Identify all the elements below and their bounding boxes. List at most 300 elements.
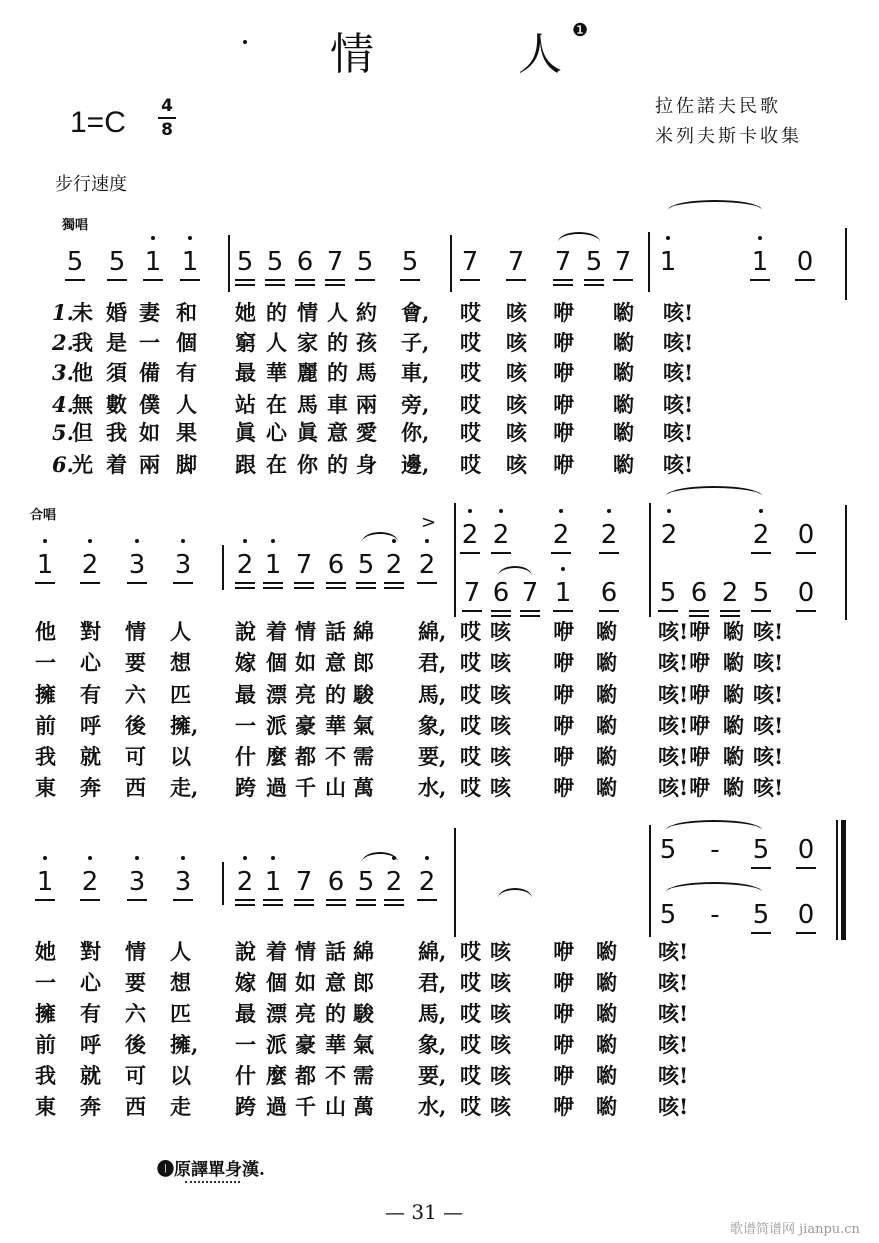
lyric-syllable: 郎 [353,970,374,995]
duration-underline [720,610,740,612]
duration-underline [263,587,283,589]
note: 5 [659,835,677,865]
lyric-syllable: 馬, [418,682,447,707]
lyric-syllable: 咳 [490,744,511,769]
duration-underline [689,610,709,612]
lyric-syllable: 派 [266,1032,287,1057]
tempo-marking: 步行速度 [55,174,127,195]
lyric-syllable: 脚 [176,452,197,477]
slur-mark [666,820,762,830]
lyric-syllable: 妻 [139,300,160,325]
lyric-syllable: 咳 [490,1032,511,1057]
lyric-syllable: 哎 [460,1001,481,1026]
octave-dot [271,539,275,543]
note: 2 [721,578,739,608]
lyric-syllable: 想 [170,650,191,675]
duration-underline [265,279,285,281]
duration-underline [35,899,55,901]
lyric-syllable: 山 [325,1094,346,1119]
lyric-syllable: 意 [325,650,346,675]
duration-underline [356,587,376,589]
lyric-syllable: 咳! [663,330,694,355]
octave-dot [43,539,47,543]
page-number: — 31 — [385,1200,464,1224]
duration-underline [235,284,255,286]
note: 5 [659,900,677,930]
lyric-syllable: 咿 [553,939,574,964]
lyric-syllable: 喲 [723,775,744,800]
octave-dot [135,539,139,543]
barline [845,505,847,620]
octave-dot [181,856,185,860]
duration-underline [326,904,346,906]
lyric-syllable: 個 [266,970,287,995]
note: 2 [492,520,510,550]
duration-underline [294,899,314,901]
note: 1 [36,550,54,580]
lyric-syllable: 什 [235,744,256,769]
lyric-syllable: 一 [235,713,256,738]
note: 1 [264,867,282,897]
lyric-syllable: 咿 [689,682,710,707]
lyric-syllable: 呼 [80,713,101,738]
lyric-syllable: 千 [295,1094,316,1119]
title-footnote-mark: ❶ [572,20,589,41]
lyric-syllable: 會, [401,300,430,325]
lyric-syllable: 喲 [596,1063,617,1088]
duration-underline [80,582,100,584]
lyric-syllable: 個 [176,330,197,355]
lyric-syllable: 麗 [297,360,318,385]
note: 2 [385,550,403,580]
lyric-syllable: 東 [35,1094,56,1119]
note: 6 [492,578,510,608]
lyric-syllable: 最 [235,1001,256,1026]
lyric-syllable: 不 [325,1063,346,1088]
duration-underline [751,552,771,554]
lyric-syllable: 咿 [689,650,710,675]
lyric-syllable: 喲 [596,1001,617,1026]
lyric-syllable: 旁, [401,392,430,417]
note: 5 [752,900,770,930]
lyric-syllable: 咿 [689,744,710,769]
lyric-syllable: 喲 [613,300,634,325]
note: 7 [614,247,632,277]
lyric-syllable: 話 [325,619,346,644]
note: 2 [418,867,436,897]
note: 2 [236,550,254,580]
duration-underline [553,610,573,612]
octave-dot [188,236,192,240]
barline [222,862,224,905]
lyric-syllable: 麼 [266,744,287,769]
duration-underline [751,932,771,934]
duration-underline [384,587,404,589]
lyric-syllable: 咳! [753,713,784,738]
lyric-syllable: 心 [80,970,101,995]
lyric-syllable: 喲 [723,744,744,769]
lyric-syllable: 以 [170,1063,191,1088]
lyric-syllable: 約 [356,300,377,325]
lyric-syllable: 咳! [753,650,784,675]
lyric-syllable: 你, [401,420,430,445]
lyric-syllable: 哎 [460,970,481,995]
lyric-syllable: 哎 [460,452,481,477]
lyric-syllable: 子, [401,330,430,355]
lyric-syllable: 走 [170,1094,191,1119]
lyric-syllable: 咿 [553,619,574,644]
note: 5 [266,247,284,277]
lyric-syllable: 我 [72,330,93,355]
duration-underline [613,279,633,281]
lyric-syllable: 亮 [295,1001,316,1026]
note: 0 [797,520,815,550]
lyric-syllable: 派 [266,713,287,738]
lyric-syllable: 咳 [506,360,527,385]
note: 1 [554,578,572,608]
verse-number: 3. [52,360,74,385]
slur-mark [362,532,398,542]
lyric-syllable: 咳 [490,650,511,675]
scan-speck [243,40,247,44]
lyric-syllable: 漂 [266,682,287,707]
duration-underline [326,582,346,584]
barline [836,820,838,940]
lyric-syllable: 前 [35,1032,56,1057]
duration-underline [751,867,771,869]
octave-dot [561,567,565,571]
lyric-syllable: 漂 [266,1001,287,1026]
lyric-syllable: 咳! [658,1094,689,1119]
note: 5 [401,247,419,277]
lyric-syllable: 的 [327,452,348,477]
lyric-syllable: 綿, [418,619,447,644]
lyric-syllable: 跟 [235,452,256,477]
lyric-syllable: 馬 [356,360,377,385]
note: 3 [174,550,192,580]
lyric-syllable: 如 [139,420,160,445]
lyric-syllable: 咿 [553,420,574,445]
duration-underline [235,587,255,589]
lyric-syllable: 光 [72,452,93,477]
lyric-syllable: 哎 [460,300,481,325]
lyric-syllable: 咳 [506,330,527,355]
lyric-syllable: 咳! [658,744,689,769]
lyric-syllable: 他 [35,619,56,644]
lyric-syllable: 咿 [689,713,710,738]
lyric-syllable: 愛 [356,420,377,445]
note: 5 [236,247,254,277]
lyric-syllable: 咿 [553,650,574,675]
lyric-syllable: 什 [235,1063,256,1088]
lyric-syllable: 如 [295,650,316,675]
duration-underline [491,610,511,612]
slur-mark [362,852,398,862]
lyric-syllable: 話 [325,939,346,964]
note: 2 [600,520,618,550]
lyric-syllable: 咿 [553,330,574,355]
note: 2 [81,550,99,580]
lyric-syllable: 喲 [596,775,617,800]
lyric-syllable: 就 [80,744,101,769]
lyric-syllable: 咳! [663,452,694,477]
footnote-wavy-underline [185,1177,240,1183]
duration-underline [599,552,619,554]
lyric-syllable: 我 [106,420,127,445]
octave-dot [425,539,429,543]
barline [845,228,847,300]
lyric-syllable: 君, [418,650,447,675]
lyric-syllable: 可 [125,744,146,769]
note: 7 [521,578,539,608]
lyric-syllable: 着 [106,452,127,477]
barline [450,235,452,292]
lyric-syllable: 想 [170,970,191,995]
note: 1 [659,247,677,277]
duration-underline [658,610,678,612]
lyric-syllable: 說 [235,939,256,964]
lyric-syllable: 咳! [658,775,689,800]
lyric-syllable: 豪 [295,713,316,738]
lyric-syllable: 咳 [490,1063,511,1088]
lyric-syllable: 咳! [663,392,694,417]
note: 7 [463,578,481,608]
duration-underline [294,587,314,589]
note: 2 [552,520,570,550]
verse-number: 5. [52,420,74,445]
octave-dot [243,856,247,860]
lyric-syllable: 喲 [596,1032,617,1057]
lyric-syllable: 哎 [460,392,481,417]
duration-underline [265,284,285,286]
lyric-syllable: 着 [266,619,287,644]
footnote: ❶原譯單身漢. [157,1160,265,1180]
note: 1 [264,550,282,580]
slur-mark [666,486,762,496]
duration-underline [325,279,345,281]
lyric-syllable: 咳! [658,1001,689,1026]
duration-underline [462,610,482,612]
lyric-syllable: 嫁 [235,970,256,995]
lyric-syllable: 咿 [689,619,710,644]
lyric-syllable: 駿 [353,1001,374,1026]
lyric-syllable: 一 [35,650,56,675]
verse-number: 2. [52,330,74,355]
octave-dot [43,856,47,860]
lyric-syllable: 走, [170,775,199,800]
duration-underline [263,899,283,901]
lyric-syllable: 情 [125,619,146,644]
lyric-syllable: 喲 [723,619,744,644]
lyric-syllable: 咿 [553,713,574,738]
solo-label: 獨唱 [62,218,89,233]
slur-mark [498,566,532,576]
barline [454,503,456,617]
lyric-syllable: 咳! [658,1032,689,1057]
lyric-syllable: 咳! [658,939,689,964]
lyric-syllable: 咿 [553,1094,574,1119]
lyric-syllable: 哎 [460,1094,481,1119]
duration-underline [356,582,376,584]
lyric-syllable: 最 [235,360,256,385]
lyric-syllable: 喲 [596,682,617,707]
lyric-syllable: 最 [235,682,256,707]
duration-underline [384,899,404,901]
lyric-syllable: 邊, [401,452,430,477]
time-sig-divider [158,117,176,119]
lyric-syllable: 咳 [506,452,527,477]
lyric-syllable: 哎 [460,619,481,644]
verse-number: 6. [52,452,74,477]
lyric-syllable: 後 [125,1032,146,1057]
lyric-syllable: 的 [327,360,348,385]
chorus-label: 合唱 [30,508,57,523]
lyric-syllable: 咳 [490,713,511,738]
duration-underline [750,279,770,281]
lyric-syllable: 意 [327,420,348,445]
lyric-syllable: 咳! [658,713,689,738]
lyric-syllable: 喲 [596,619,617,644]
lyric-syllable: 咿 [553,775,574,800]
lyric-syllable: 喲 [596,650,617,675]
lyric-syllable: 哎 [460,775,481,800]
duration-underline [520,615,540,617]
octave-dot [667,509,671,513]
note: 2 [752,520,770,550]
duration-underline [400,279,420,281]
duration-underline [326,587,346,589]
barline [222,545,224,590]
lyric-syllable: 象, [418,713,447,738]
lyric-syllable: 人 [176,392,197,417]
lyric-syllable: 哎 [460,713,481,738]
octave-dot [151,236,155,240]
lyric-syllable: 匹 [170,682,191,707]
time-signature [156,96,178,140]
lyric-syllable: 喲 [723,713,744,738]
lyric-syllable: 哎 [460,1032,481,1057]
duration-underline [491,615,511,617]
lyric-syllable: 六 [125,682,146,707]
lyric-syllable: 後 [125,713,146,738]
lyric-syllable: 心 [266,420,287,445]
lyric-syllable: 咳! [658,619,689,644]
lyric-syllable: 咿 [553,1001,574,1026]
note: 2 [81,867,99,897]
lyric-syllable: 在 [266,392,287,417]
lyric-syllable: 喲 [723,650,744,675]
duration-underline [326,899,346,901]
lyric-syllable: 咳 [490,939,511,964]
duration-underline [107,279,127,281]
duration-underline [65,279,85,281]
duration-underline [417,582,437,584]
lyric-syllable: 情 [295,939,316,964]
verse-number: 4. [52,392,74,417]
lyric-syllable: 但 [72,420,93,445]
slur-mark [558,232,600,242]
duration-underline [356,899,376,901]
lyric-syllable: 喲 [723,682,744,707]
lyric-syllable: 兩 [139,452,160,477]
slur-mark [668,200,762,210]
note: 2 [461,520,479,550]
lyric-syllable: 水, [418,1094,447,1119]
note: 0 [797,578,815,608]
note: 5 [659,578,677,608]
lyric-syllable: 咿 [553,300,574,325]
duration-underline [599,610,619,612]
title-char-2: 人 [518,29,562,80]
lyric-syllable: 華 [325,713,346,738]
note: 1 [144,247,162,277]
lyric-syllable: 咳 [506,420,527,445]
lyric-syllable: 咳! [658,682,689,707]
duration-underline [356,904,376,906]
lyric-syllable: 奔 [80,1094,101,1119]
note: 7 [295,550,313,580]
note: 2 [660,520,678,550]
duration-underline [173,899,193,901]
note: 7 [461,247,479,277]
duration-underline [689,615,709,617]
lyric-syllable: 過 [266,775,287,800]
duration-underline [551,552,571,554]
lyric-syllable: 前 [35,713,56,738]
octave-dot [499,509,503,513]
lyric-syllable: 咿 [553,970,574,995]
octave-dot [243,539,247,543]
lyric-syllable: 我 [35,744,56,769]
attribution-origin: 拉佐諾夫民歌 [655,96,781,117]
duration-underline [294,904,314,906]
duration-underline [796,610,816,612]
lyric-syllable: 咳! [658,1063,689,1088]
lyric-syllable: 咳! [658,650,689,675]
octave-dot [607,509,611,513]
lyric-syllable: 一 [139,330,160,355]
lyric-syllable: 數 [106,392,127,417]
lyric-syllable: 的 [266,300,287,325]
duration-underline [796,867,816,869]
lyric-syllable: 華 [325,1032,346,1057]
lyric-syllable: 跨 [235,775,256,800]
note: 6 [296,247,314,277]
duration-underline [553,284,573,286]
lyric-syllable: 不 [325,744,346,769]
lyric-syllable: 麼 [266,1063,287,1088]
lyric-syllable: 要, [418,1063,447,1088]
lyric-syllable: 着 [266,939,287,964]
lyric-syllable: 備 [139,360,160,385]
duration-underline [384,904,404,906]
lyric-syllable: 咳! [663,300,694,325]
lyric-syllable: 喲 [596,970,617,995]
duration-underline [127,582,147,584]
note: - [710,835,720,865]
duration-underline [355,279,375,281]
barline [454,828,456,937]
duration-underline [720,615,740,617]
duration-underline [235,904,255,906]
lyric-syllable: 心 [80,650,101,675]
lyric-syllable: 綿 [353,619,374,644]
lyric-syllable: 豪 [295,1032,316,1057]
lyric-syllable: 東 [35,775,56,800]
octave-dot [559,509,563,513]
note: 3 [128,550,146,580]
lyric-syllable: 人 [266,330,287,355]
